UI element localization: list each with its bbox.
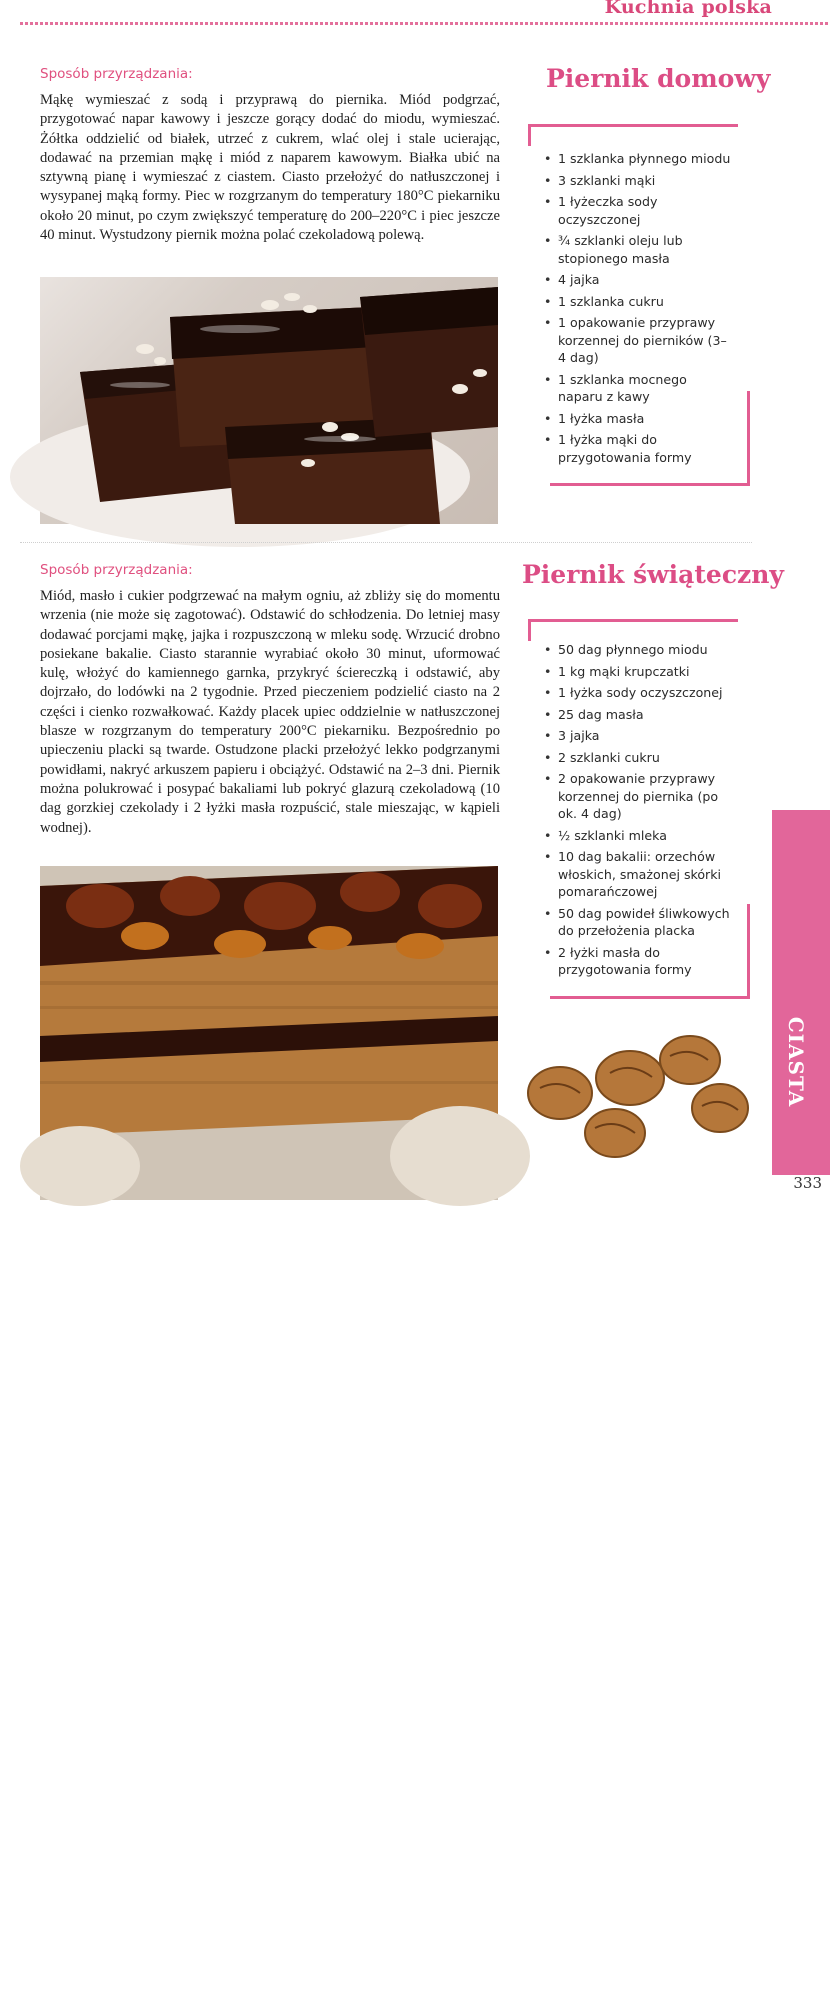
walnuts-image: [520, 1028, 760, 1168]
ingredients-box: [528, 124, 750, 486]
box-corner-top: [528, 619, 738, 641]
ingredient-item: • 1 opakowanie przyprawy korzennej do pierników (3–4 dag): [544, 314, 734, 367]
ingredient-item: • 50 dag płynnego miodu: [544, 641, 736, 659]
ingredient-item: • 3 jajka: [544, 727, 736, 745]
christmas-gingerbread-photo: [40, 866, 583, 2014]
ingredient-item: • 1 łyżeczka sody oczyszczonej: [544, 193, 734, 228]
ingredients-box: [528, 619, 750, 999]
header-divider: [20, 22, 830, 25]
ingredients-list: [544, 150, 734, 470]
running-header: Kuchnia polska: [604, 0, 772, 18]
ingredient-item: • 2 szklanki cukru: [544, 749, 736, 767]
christmas-gingerbread-illustration: [40, 866, 498, 1200]
gingerbread-photo: [40, 277, 498, 524]
ingredient-item: • 1 szklanka płynnego miodu: [544, 150, 734, 168]
recipe-title: Piernik domowy: [546, 64, 771, 93]
ingredient-item: • 1 kg mąki krupczatki: [544, 663, 736, 681]
section-divider: [20, 542, 752, 543]
ingredient-item: • 2 opakowanie przyprawy korzennej do piernika (po ok. 4 dag): [544, 770, 736, 823]
method-label: Sposób przyrządzania:: [40, 66, 193, 82]
method-text: Miód, masło i cukier podgrzewać na małym ogniu, aż zbliży się do momentu wrzenia (nie może się zagotować). Odstawić do schłodzenia. Do letniej masy dodawać porcjami mąkę, jajka i rozpuszczoną w mleku sodę. Wrzucić drobno posiekane bakalie. Ciasto starannie wyrabiać około 30 minut, uformować kulę, włożyć do kamiennego garnka, przykryć ściereczką i odstawić, aby dojrzało, do lodówki na 2 tygodnie. Przed pieczeniem podzielić ciasto na 2 części i cienko rozwałkować. Każdy placek upiec oddzielnie w natłuszczonej blasze w rozgrzanym do temperatury 200°C piekarniku. Bezpośrednio po upieczeniu placki są twarde. Ostudzone placki przełożyć lekko podgrzanymi powidłami, nakryć arkuszem papieru i obciążyć. Odstawić na 2–3 dni. Piernik można polukrować i posypać bakaliami lub pokryć glazurą czekoladową (10 dag gorzkiej czekolady i 2 łyżki masła rozpuścić, stale mieszając, w kąpieli wodnej).: [40, 588, 500, 836]
ingredient-item: • ¾ szklanki oleju lub stopionego masła: [544, 232, 734, 267]
recipe-title: Piernik świąteczny: [522, 560, 784, 589]
chapter-tab-label: CIASTA: [784, 1016, 808, 1108]
ingredient-item: • ½ szklanki mleka: [544, 827, 736, 845]
box-corner-top: [528, 124, 738, 146]
gingerbread-illustration: [40, 277, 498, 524]
ingredient-item: • 10 dag bakalii: orzechów włoskich, smażonej skórki pomarańczowej: [544, 848, 736, 901]
page-number: 333: [793, 1174, 822, 1192]
watermark: wedlug-kuchnia.pl: [130, 1962, 583, 2014]
ingredient-item: • 1 szklanka mocnego naparu z kawy: [544, 371, 734, 406]
ingredient-item: • 4 jajka: [544, 271, 734, 289]
ingredient-item: • 1 szklanka cukru: [544, 293, 734, 311]
method-label: Sposób przyrządzania:: [40, 562, 193, 578]
ingredient-item: • 50 dag powideł śliwkowych do przełożenia placka: [544, 905, 736, 940]
ingredient-item: • 3 szklanki mąki: [544, 172, 734, 190]
ingredient-item: • 1 łyżka sody oczyszczonej: [544, 684, 736, 702]
ingredients-list: [544, 641, 736, 983]
ingredient-item: • 2 łyżki masła do przygotowania formy: [544, 944, 736, 979]
ingredient-item: • 25 dag masła: [544, 706, 736, 724]
ingredient-item: • 1 łyżka masła: [544, 410, 734, 428]
method-text: Mąkę wymieszać z sodą i przyprawą do piernika. Miód podgrzać, przygotować napar kawowy i jeszcze gorący dodać do miodu, wymieszać. Żółtka oddzielić od białek, utrzeć z cukrem, wlać olej i stale ucierając, dodawać na przemian mąkę i miód z naparem kawowym. Białka ubić na sztywną pianę i wymieszać z ciastem. Ciasto przełożyć do natłuszczonej i wysypanej mąką formy. Piec w rozgrzanym do temperatury 180°C piekarniku około 20 minut, po czym zwiększyć temperaturę do 200–220°C i piec jeszcze 40 minut. Wystudzony piernik można polać czekoladową polewą.: [40, 92, 500, 244]
ingredient-item: • 1 łyżka mąki do przygotowania formy: [544, 431, 734, 466]
